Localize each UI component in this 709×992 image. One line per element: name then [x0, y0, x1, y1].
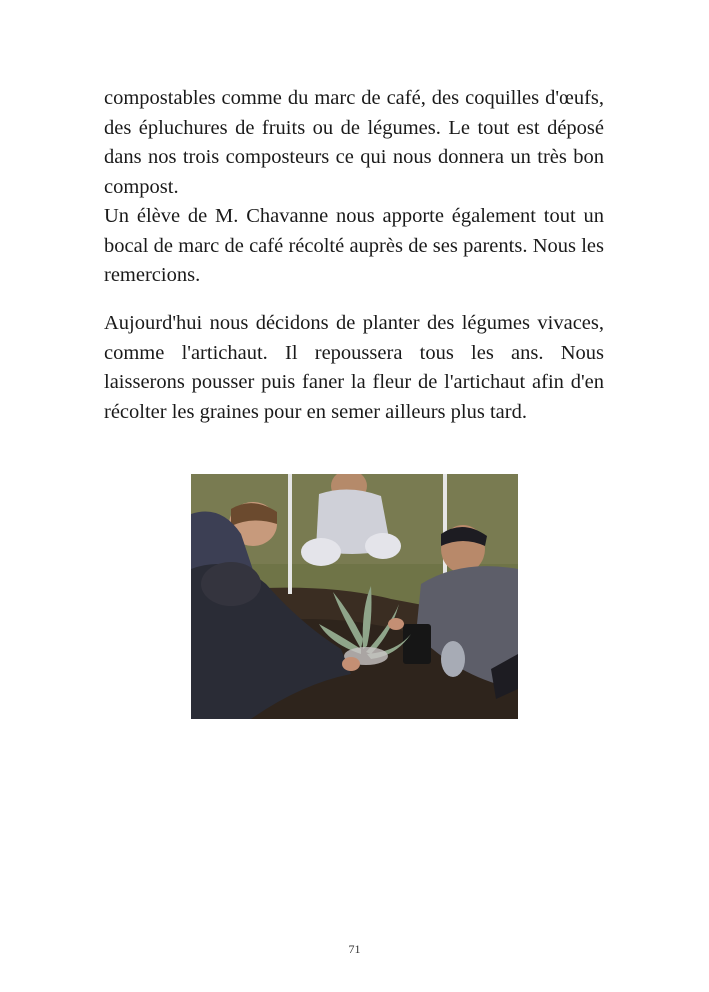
stake-left [288, 474, 292, 594]
paragraph: Aujourd'hui nous décidons de planter des légumes vivaces, comme l'artichaut. Il repoussera tous les ans. Nous laisserons pousser puis faner la fleur de l'artichaut afin d'en récolter les graines pour en semer ailleurs plus tard. [104, 312, 604, 423]
hand-left [342, 657, 360, 671]
glove [441, 641, 465, 677]
hand-right [388, 618, 404, 630]
student-top-knee-right [365, 533, 401, 559]
photo-illustration [191, 474, 518, 719]
text-block-composting [104, 84, 604, 291]
photo-students-planting-artichoke [191, 474, 518, 719]
student-top-knee-left [301, 538, 341, 566]
paragraph: compostables comme du marc de café, des coquilles d'œufs, des épluchures de fruits ou de légumes. Le tout est déposé dans nos trois composteurs ce qui nous donnera un très bon compost. [104, 87, 604, 198]
page-number: 71 [348, 942, 361, 956]
plant-pot [403, 624, 431, 664]
text-block-artichoke [104, 309, 604, 427]
paragraph: Un élève de M. Chavanne nous apporte également tout un bocal de marc de café récolté auprès de ses parents. Nous les remercions. [104, 205, 604, 286]
student-bottom-hood [201, 562, 261, 606]
